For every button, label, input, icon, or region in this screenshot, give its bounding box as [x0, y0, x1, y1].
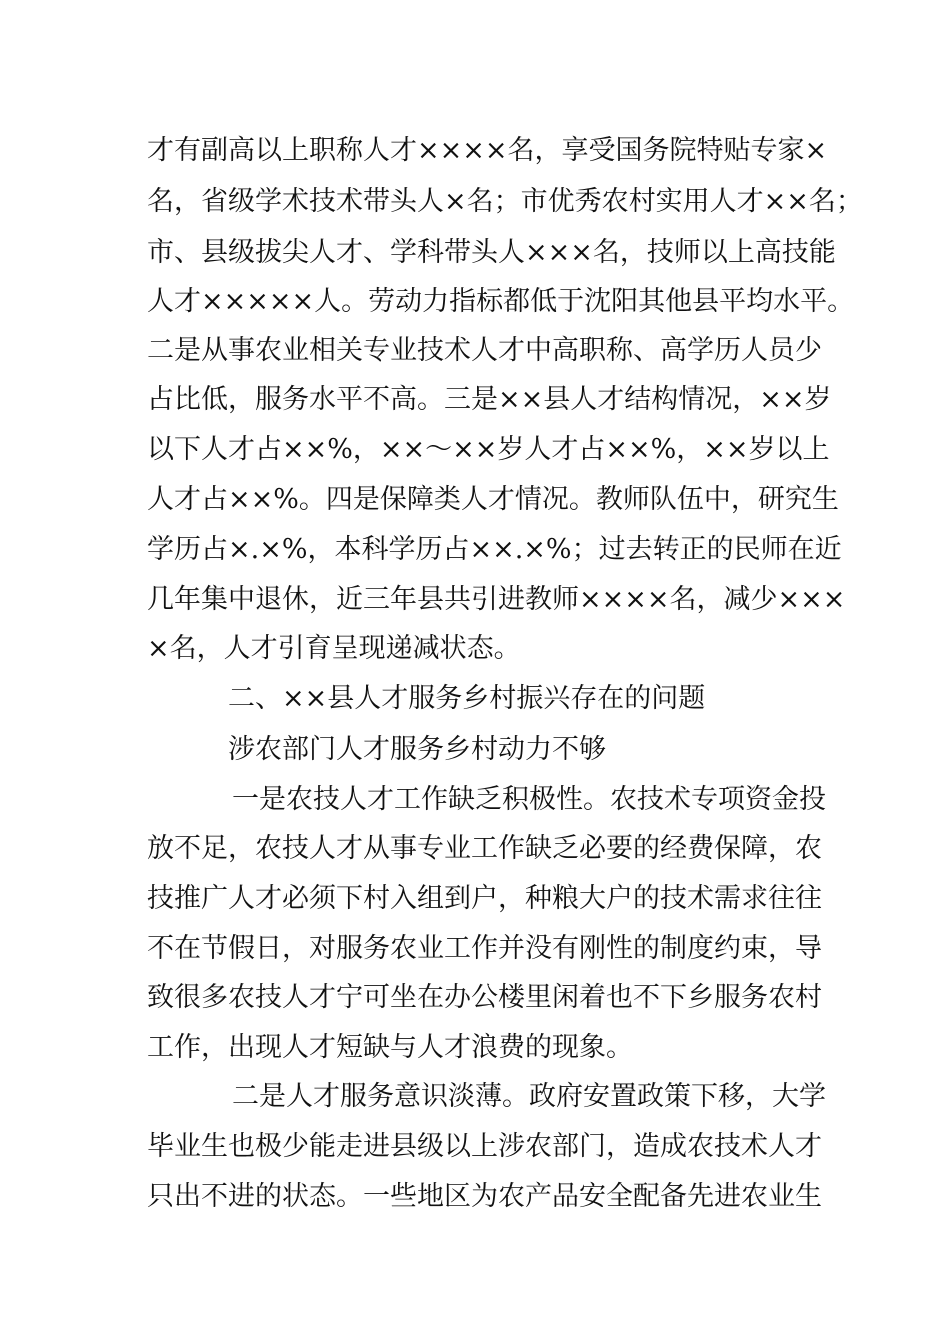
text-line: 占比低，服务水平不高。三是××县人才结构情况，××岁 — [147, 384, 832, 415]
text-line: 工作，出现人才短缺与人才浪费的现象。 — [147, 1032, 633, 1063]
text-line: ×名，人才引育呈现递减状态。 — [147, 633, 521, 664]
paragraph-first-line: 二是人才服务意识淡薄。政府安置政策下移，大学 — [232, 1081, 826, 1112]
text-line: 不在节假日，对服务农业工作并没有刚性的制度约束，导 — [147, 933, 822, 964]
text-line: 人才×××××人。劳动力指标都低于沈阳其他县平均水平。 — [147, 286, 855, 317]
paragraph-first-line: 一是农技人才工作缺乏积极性。农技术专项资金投 — [232, 784, 826, 815]
text-line: 技推广人才必须下村入组到户，种粮大户的技术需求往往 — [147, 883, 822, 914]
text-line: 学历占×.×%，本科学历占××.×%；过去转正的民师在近 — [147, 534, 842, 565]
text-line: 毕业生也极少能走进县级以上涉农部门，造成农技术人才 — [147, 1131, 822, 1162]
text-line: 市、县级拔尖人才、学科带头人×××名，技师以上高技能 — [147, 237, 836, 268]
section-heading: 二、××县人才服务乡村振兴存在的问题 — [228, 683, 706, 714]
text-line: 人才占××%。四是保障类人才情况。教师队伍中，研究生 — [147, 484, 839, 515]
text-line: 二是从事农业相关专业技术人才中高职称、高学历人员少 — [147, 335, 822, 366]
text-line: 只出不进的状态。一些地区为农产品安全配备先进农业生 — [147, 1181, 822, 1212]
subsection-heading: 涉农部门人才服务乡村动力不够 — [228, 734, 606, 765]
text-line: 放不足，农技人才从事专业工作缺乏必要的经费保障，农 — [147, 833, 822, 864]
text-line: 以下人才占××%，××～××岁人才占××%，××岁以上 — [147, 434, 830, 465]
text-line: 致很多农技人才宁可坐在办公楼里闲着也不下乡服务农村 — [147, 982, 822, 1013]
text-line: 名，省级学术技术带头人×名；市优秀农村实用人才××名； — [147, 186, 863, 217]
text-line: 才有副高以上职称人才××××名，享受国务院特贴专家× — [147, 135, 828, 166]
text-line: 几年集中退休，近三年县共引进教师××××名，减少××× — [147, 584, 846, 615]
